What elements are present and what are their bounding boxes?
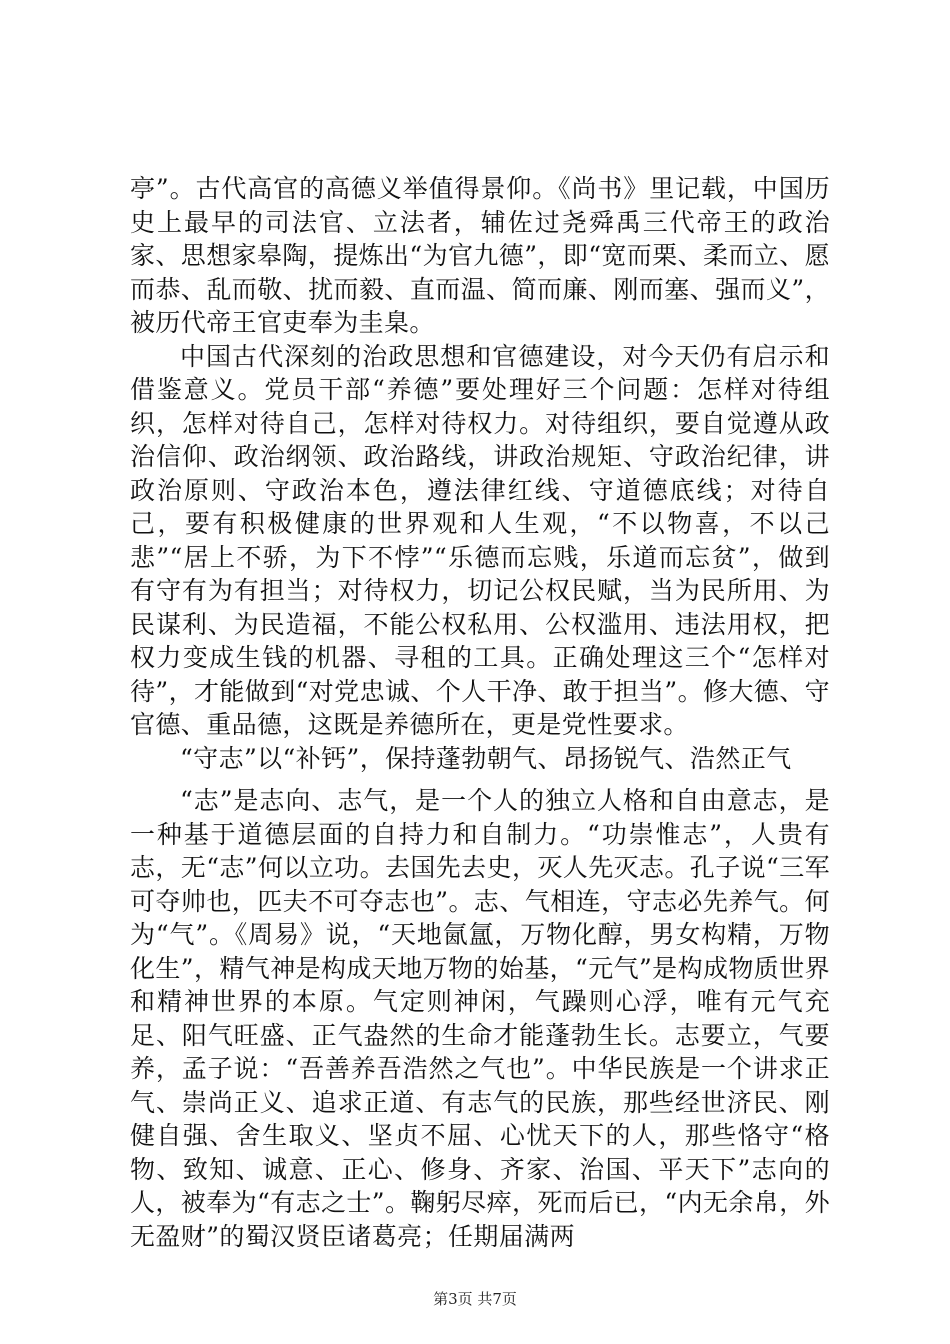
paragraph-continuation: 亭”。古代高官的高德义举值得景仰。《尚书》里记载，中国历史上最早的司法官、立法者，辅佐过尧舜禹三代帝王的政治家、思想家皋陶，提炼出“为官九德”，即“宽而栗、柔而立、愿而恭、乱而敬、扰而毅、直而温、简而廉、刚而塞、强而义”，被历代帝王官吏奉为圭臬。 [130, 174, 830, 337]
page-footer: 第3页 共7页 [433, 1290, 517, 1308]
section-heading-shouzhi: “守志”以“补钙”，保持蓬勃朝气、昂扬锐气、浩然正气 [180, 743, 792, 773]
paragraph-official-virtue: 中国古代深刻的治政思想和官德建设，对今天仍有启示和借鉴意义。党员干部“养德”要处理好三个问题：怎样对待组织，怎样对待自己，怎样对待权力。对待组织，要自觉遵从政治信仰、政治纲领、政治路线，讲政治规矩、守政治纪律，讲政治原则、守政治本色，遵法律红线、守道德底线；对待自己，要有积极健康的世界观和人生观，“不以物喜，不以己悲”“居上不骄，为下不悖”“乐德而忘贱，乐道而忘贫”，做到有守有为有担当；对待权力，切记公权民赋，当为民所用、为民谋利、为民造福，不能公权私用、公权滥用、违法用权，把权力变成生钱的机器、寻租的工具。正确处理这三个“怎样对待”，才能做到“对党忠诚、个人干净、敢于担当”。修大德、守官德、重品德，这既是养德所在，更是党性要求。 [130, 341, 830, 739]
paragraph-ambition: “志”是志向、志气，是一个人的独立人格和自由意志，是一种基于道德层面的自持力和自制力。“功崇惟志”，人贵有志，无“志”何以立功。去国先去史，灭人先灭志。孔子说“三军可夺帅也，匹夫不可夺志也”。志、气相连，守志必先养气。何为“气”。《周易》说，“天地氤氲，万物化醇，男女构精，万物化生”，精气神是构成天地万物的始基，“元气”是构成物质世界和精神世界的本原。气定则神闲，气躁则心浮，唯有元气充足、阳气旺盛、正气盎然的生命才能蓬勃生长。志要立，气要养，孟子说：“吾善养吾浩然之气也”。中华民族是一个讲求正气、崇尚正义、追求正道、有志气的民族，那些经世济民、刚健自强、舍生取义、坚贞不屈、心忧天下的人，那些恪守“格物、致知、诚意、正心、修身、齐家、治国、平天下”志向的人，被奉为“有志之士”。鞠躬尽瘁，死而后已，“内无余帛，外无盈财”的蜀汉贤臣诸葛亮；任期届满两 [130, 786, 830, 1251]
document-body [130, 172, 830, 1253]
